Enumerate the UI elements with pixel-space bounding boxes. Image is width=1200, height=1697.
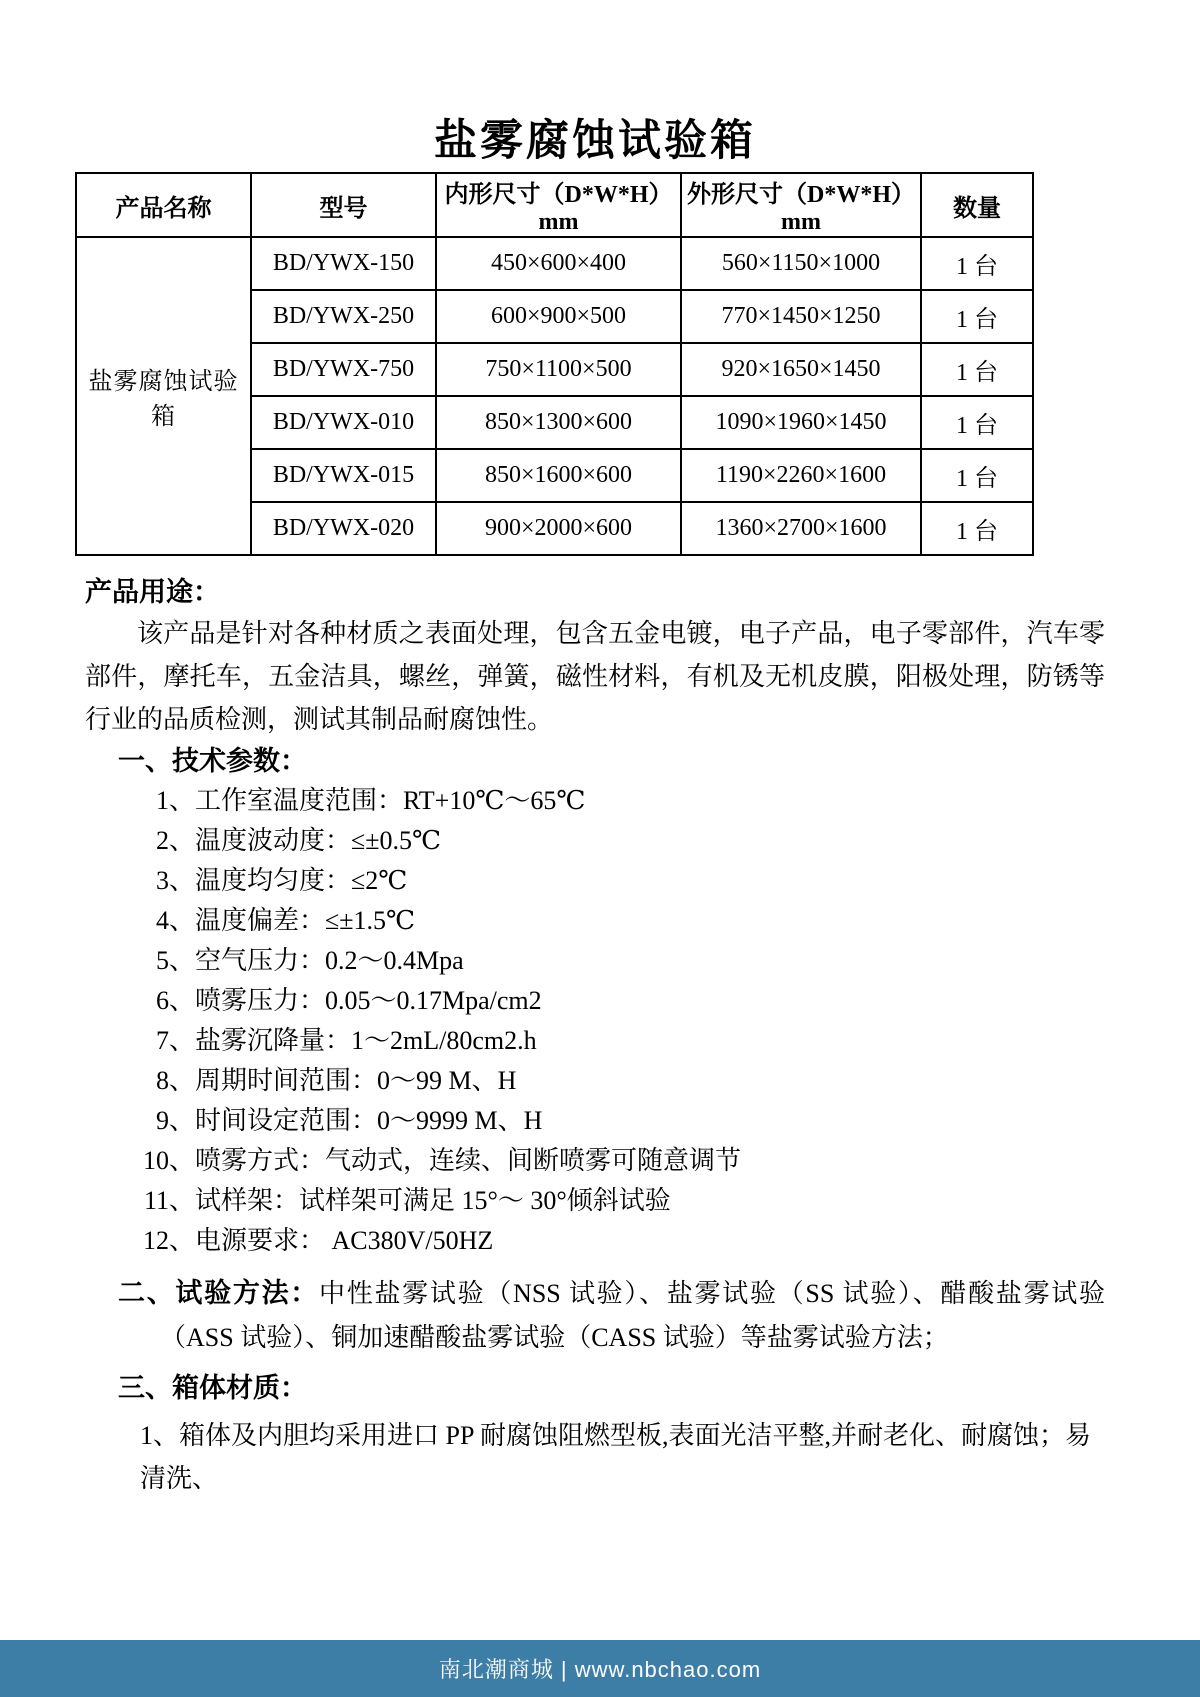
header-outer-size: 外形尺寸（D*W*H）mm — [681, 173, 921, 237]
tech-item-number: 2、 — [155, 826, 195, 855]
page-title: 盐雾腐蚀试验箱 — [434, 118, 756, 165]
footer-bar — [0, 1640, 1200, 1697]
outer-size-cell: 560×1150×1000 — [681, 237, 921, 290]
outer-size-cell: 1090×1960×1450 — [681, 396, 921, 449]
quantity-cell: 1 台 — [921, 396, 1033, 449]
tech-item-text: 试样架：试样架可满足 15°～ 30°倾斜试验 — [195, 1186, 671, 1215]
tech-item-number: 10、 — [142, 1146, 195, 1175]
footer-site-text: 南北潮商城 | www.nbchao.com — [438, 1657, 762, 1682]
tech-item-text: 喷雾压力：0.05～0.17Mpa/cm2 — [195, 986, 542, 1015]
inner-size-cell: 450×600×400 — [436, 237, 681, 290]
tech-section-heading: 一、技术参数： — [118, 746, 307, 776]
model-cell: BD/YWX-015 — [251, 449, 436, 502]
tech-item-number: 9、 — [155, 1106, 195, 1135]
model-cell: BD/YWX-250 — [251, 290, 436, 343]
usage-paragraph: 该产品是针对各种材质之表面处理，包含五金电镀，电子产品，电子零部件，汽车零部件，摩托车，五金洁具，螺丝，弹簧，磁性材料，有机及无机皮膜，阳极处理，防锈等行业的品质检测，测试其制品耐腐蚀性。 — [85, 619, 1105, 734]
spec-table — [75, 172, 1034, 556]
inner-size-cell: 850×1600×600 — [436, 449, 681, 502]
method-section-heading: 二、试验方法： — [118, 1278, 320, 1308]
outer-size-cell: 770×1450×1250 — [681, 290, 921, 343]
tech-item — [85, 941, 1105, 981]
quantity-cell: 1 台 — [921, 237, 1033, 290]
product-name-cell: 盐雾腐蚀试验箱 — [76, 237, 251, 555]
header-model: 型号 — [251, 173, 436, 237]
tech-item-text: 时间设定范围：0～9999 M、H — [195, 1106, 543, 1135]
quantity-cell: 1 台 — [921, 502, 1033, 555]
tech-item-text: 工作室温度范围：RT+10℃～65℃ — [195, 786, 586, 815]
tech-item-number: 11、 — [143, 1186, 195, 1215]
tech-item — [85, 861, 1105, 901]
tech-item-number: 8、 — [155, 1066, 195, 1095]
tech-item-number: 7、 — [155, 1026, 195, 1055]
tech-item — [85, 981, 1105, 1021]
method-paragraph — [118, 1271, 1106, 1360]
table-row — [76, 237, 1033, 290]
quantity-cell: 1 台 — [921, 343, 1033, 396]
outer-size-cell: 1360×2700×1600 — [681, 502, 921, 555]
tech-item — [85, 821, 1105, 861]
tech-item — [85, 1181, 1105, 1221]
tech-item-number: 4、 — [155, 906, 195, 935]
tech-item-text: 盐雾沉降量：1～2mL/80cm2.h — [195, 1026, 537, 1055]
tech-item-text: 周期时间范围：0～99 M、H — [195, 1066, 517, 1095]
header-inner-size: 内形尺寸（D*W*H）mm — [436, 173, 681, 237]
header-quantity: 数量 — [921, 173, 1033, 237]
model-cell: BD/YWX-150 — [251, 237, 436, 290]
tech-parameter-list — [85, 781, 1105, 1261]
tech-item-number: 12、 — [142, 1226, 195, 1255]
tech-item — [85, 1141, 1105, 1181]
tech-item-text: 温度波动度：≤±0.5℃ — [195, 826, 442, 855]
outer-size-cell: 1190×2260×1600 — [681, 449, 921, 502]
outer-size-cell: 920×1650×1450 — [681, 343, 921, 396]
tech-item — [85, 1061, 1105, 1101]
model-cell: BD/YWX-750 — [251, 343, 436, 396]
tech-item — [85, 781, 1105, 821]
tech-item-text: 温度偏差：≤±1.5℃ — [195, 906, 416, 935]
model-cell: BD/YWX-010 — [251, 396, 436, 449]
tech-item-number: 5、 — [155, 946, 195, 975]
usage-section-heading: 产品用途： — [85, 577, 220, 607]
tech-item-text: 空气压力：0.2～0.4Mpa — [195, 946, 464, 975]
tech-item — [85, 1221, 1105, 1261]
tech-item-text: 喷雾方式：气动式，连续、间断喷雾可随意调节 — [195, 1146, 742, 1175]
table-header-row — [76, 173, 1033, 237]
inner-size-cell: 900×2000×600 — [436, 502, 681, 555]
inner-size-cell: 600×900×500 — [436, 290, 681, 343]
tech-item — [85, 901, 1105, 941]
tech-item — [85, 1101, 1105, 1141]
material-item: 1、箱体及内胆均采用进口 PP 耐腐蚀阻燃型板,表面光洁平整,并耐老化、耐腐蚀；易清洗、 — [140, 1421, 1091, 1493]
inner-size-cell: 850×1300×600 — [436, 396, 681, 449]
tech-item-number: 3、 — [155, 866, 195, 895]
method-text: 中性盐雾试验（NSS 试验）、盐雾试验（SS 试验）、醋酸盐雾试验（ASS 试验）、铜加速醋酸盐雾试验（CASS 试验）等盐雾试验方法； — [160, 1279, 1106, 1352]
header-product-name: 产品名称 — [76, 173, 251, 237]
quantity-cell: 1 台 — [921, 449, 1033, 502]
tech-item-text: 温度均匀度：≤2℃ — [195, 866, 408, 895]
quantity-cell: 1 台 — [921, 290, 1033, 343]
model-cell: BD/YWX-020 — [251, 502, 436, 555]
tech-item — [85, 1021, 1105, 1061]
tech-item-text: 电源要求： AC380V/50HZ — [195, 1226, 494, 1255]
material-section-heading: 三、箱体材质： — [118, 1373, 307, 1403]
tech-item-number: 1、 — [155, 786, 195, 815]
tech-item-number: 6、 — [155, 986, 195, 1015]
inner-size-cell: 750×1100×500 — [436, 343, 681, 396]
